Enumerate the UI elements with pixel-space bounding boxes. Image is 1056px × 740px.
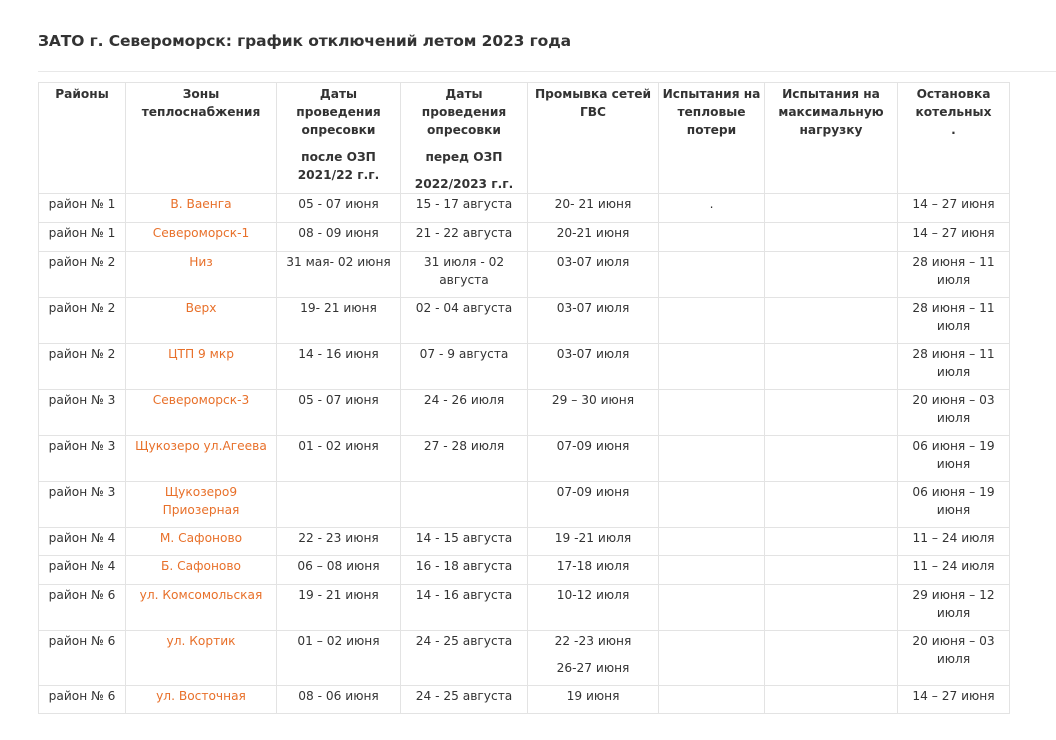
district-cell: район № 4 [39,528,126,556]
table-row [39,585,1010,631]
pressure-test-after-cell: 08 - 06 июня [277,686,401,714]
pressure-test-after-cell: 06 – 08 июня [277,556,401,585]
pressure-test-after-cell: 05 - 07 июня [277,194,401,223]
max-load-test-cell [765,585,898,631]
hot-water-flush-cell: 03-07 июля [528,298,659,344]
boiler-stop-cell: 28 июня – 11 июля [898,344,1010,390]
pressure-test-before-cell: 24 - 25 августа [401,631,528,686]
zone-cell: Североморск-3 [126,390,277,436]
table-row [39,252,1010,298]
table-row [39,390,1010,436]
heat-loss-test-cell [659,686,765,714]
max-load-test-cell [765,528,898,556]
heat-loss-test-cell [659,585,765,631]
table-row [39,194,1010,223]
hot-water-flush-cell: 07-09 июня [528,436,659,482]
header-pressure-test-before: Даты проведения опресовки перед ОЗП 2022/2023 г.г. [401,83,528,194]
header-heat-loss-test: Испытания на тепловые потери [659,83,765,194]
hot-water-flush-cell: 07-09 июня [528,482,659,528]
heat-loss-test-cell [659,482,765,528]
table-row [39,298,1010,344]
pressure-test-after-cell [277,482,401,528]
header-max-load-test: Испытания на максимальную нагрузку [765,83,898,194]
zone-cell: ул. Восточная [126,686,277,714]
hot-water-flush-cell: 03-07 июля [528,252,659,298]
boiler-stop-cell: 14 – 27 июня [898,686,1010,714]
zone-cell: Щукозеро9 Приозерная [126,482,277,528]
pressure-test-after-cell: 19 - 21 июня [277,585,401,631]
zone-cell: Б. Сафоново [126,556,277,585]
boiler-stop-cell: 28 июня – 11 июля [898,298,1010,344]
max-load-test-cell [765,252,898,298]
header-zone: Зоны теплоснабжения [126,83,277,194]
zone-cell: Верх [126,298,277,344]
boiler-stop-cell: 11 – 24 июля [898,528,1010,556]
heat-loss-test-cell [659,390,765,436]
table-row [39,556,1010,585]
district-cell: район № 3 [39,436,126,482]
boiler-stop-cell: 20 июня – 03 июля [898,390,1010,436]
header-hot-water-flush: Промывка сетей ГВС [528,83,659,194]
heat-loss-test-cell [659,298,765,344]
pressure-test-after-cell: 22 - 23 июня [277,528,401,556]
district-cell: район № 2 [39,252,126,298]
header-pressure-test-after: Даты проведения опресовки после ОЗП 2021/22 г.г. [277,83,401,194]
pressure-test-before-cell: 02 - 04 августа [401,298,528,344]
max-load-test-cell [765,194,898,223]
pressure-test-after-cell: 08 - 09 июня [277,223,401,252]
pressure-test-after-cell: 01 - 02 июня [277,436,401,482]
boiler-stop-cell: 14 – 27 июня [898,223,1010,252]
pressure-test-before-cell [401,482,528,528]
district-cell: район № 6 [39,686,126,714]
pressure-test-after-cell: 19- 21 июня [277,298,401,344]
heat-loss-test-cell: . [659,194,765,223]
district-cell: район № 1 [39,223,126,252]
hot-water-flush-cell: 10-12 июля [528,585,659,631]
max-load-test-cell [765,298,898,344]
zone-cell: ЦТП 9 мкр [126,344,277,390]
pressure-test-before-cell: 15 - 17 августа [401,194,528,223]
pressure-test-after-cell: 14 - 16 июня [277,344,401,390]
zone-cell: Низ [126,252,277,298]
header-district: Районы [39,83,126,194]
zone-cell: М. Сафоново [126,528,277,556]
zone-cell: Североморск-1 [126,223,277,252]
hot-water-flush-cell: 22 -23 июня 26-27 июня [528,631,659,686]
heat-loss-test-cell [659,556,765,585]
pressure-test-before-cell: 24 - 26 июля [401,390,528,436]
max-load-test-cell [765,556,898,585]
zone-cell: ул. Кортик [126,631,277,686]
district-cell: район № 6 [39,631,126,686]
outage-schedule-table [38,82,1010,714]
zone-cell: В. Ваенга [126,194,277,223]
pressure-test-before-cell: 16 - 18 августа [401,556,528,585]
max-load-test-cell [765,390,898,436]
table-row [39,528,1010,556]
hot-water-flush-cell: 19 -21 июля [528,528,659,556]
zone-cell: Щукозеро ул.Агеева [126,436,277,482]
max-load-test-cell [765,631,898,686]
hot-water-flush-cell: 19 июня [528,686,659,714]
pressure-test-before-cell: 31 июля - 02 августа [401,252,528,298]
hot-water-flush-cell: 20- 21 июня [528,194,659,223]
table-row [39,686,1010,714]
title-divider [38,71,1056,72]
pressure-test-before-cell: 24 - 25 августа [401,686,528,714]
table-row [39,631,1010,686]
boiler-stop-cell: 20 июня – 03 июля [898,631,1010,686]
hot-water-flush-cell: 20-21 июня [528,223,659,252]
district-cell: район № 4 [39,556,126,585]
heat-loss-test-cell [659,252,765,298]
header-boiler-stop: Остановка котельных . [898,83,1010,194]
heat-loss-test-cell [659,631,765,686]
table-body [39,194,1010,714]
table-row [39,482,1010,528]
district-cell: район № 6 [39,585,126,631]
heat-loss-test-cell [659,344,765,390]
boiler-stop-cell: 14 – 27 июня [898,194,1010,223]
pressure-test-after-cell: 05 - 07 июня [277,390,401,436]
table-row [39,436,1010,482]
max-load-test-cell [765,344,898,390]
district-cell: район № 1 [39,194,126,223]
table-header-row [39,83,1010,194]
max-load-test-cell [765,686,898,714]
boiler-stop-cell: 06 июня – 19 июня [898,482,1010,528]
district-cell: район № 3 [39,482,126,528]
district-cell: район № 2 [39,298,126,344]
pressure-test-after-cell: 01 – 02 июня [277,631,401,686]
pressure-test-before-cell: 14 - 15 августа [401,528,528,556]
boiler-stop-cell: 29 июня – 12 июля [898,585,1010,631]
hot-water-flush-cell: 17-18 июля [528,556,659,585]
heat-loss-test-cell [659,528,765,556]
district-cell: район № 2 [39,344,126,390]
hot-water-flush-cell: 29 – 30 июня [528,390,659,436]
max-load-test-cell [765,482,898,528]
district-cell: район № 3 [39,390,126,436]
heat-loss-test-cell [659,223,765,252]
table-row [39,344,1010,390]
hot-water-flush-cell: 03-07 июля [528,344,659,390]
boiler-stop-cell: 28 июня – 11 июля [898,252,1010,298]
page-title: ЗАТО г. Североморск: график отключений летом 2023 года [38,32,571,50]
boiler-stop-cell: 11 – 24 июля [898,556,1010,585]
max-load-test-cell [765,436,898,482]
max-load-test-cell [765,223,898,252]
pressure-test-before-cell: 27 - 28 июля [401,436,528,482]
boiler-stop-cell: 06 июня – 19 июня [898,436,1010,482]
table-row [39,223,1010,252]
pressure-test-before-cell: 14 - 16 августа [401,585,528,631]
pressure-test-after-cell: 31 мая- 02 июня [277,252,401,298]
pressure-test-before-cell: 21 - 22 августа [401,223,528,252]
heat-loss-test-cell [659,436,765,482]
pressure-test-before-cell: 07 - 9 августа [401,344,528,390]
zone-cell: ул. Комсомольская [126,585,277,631]
